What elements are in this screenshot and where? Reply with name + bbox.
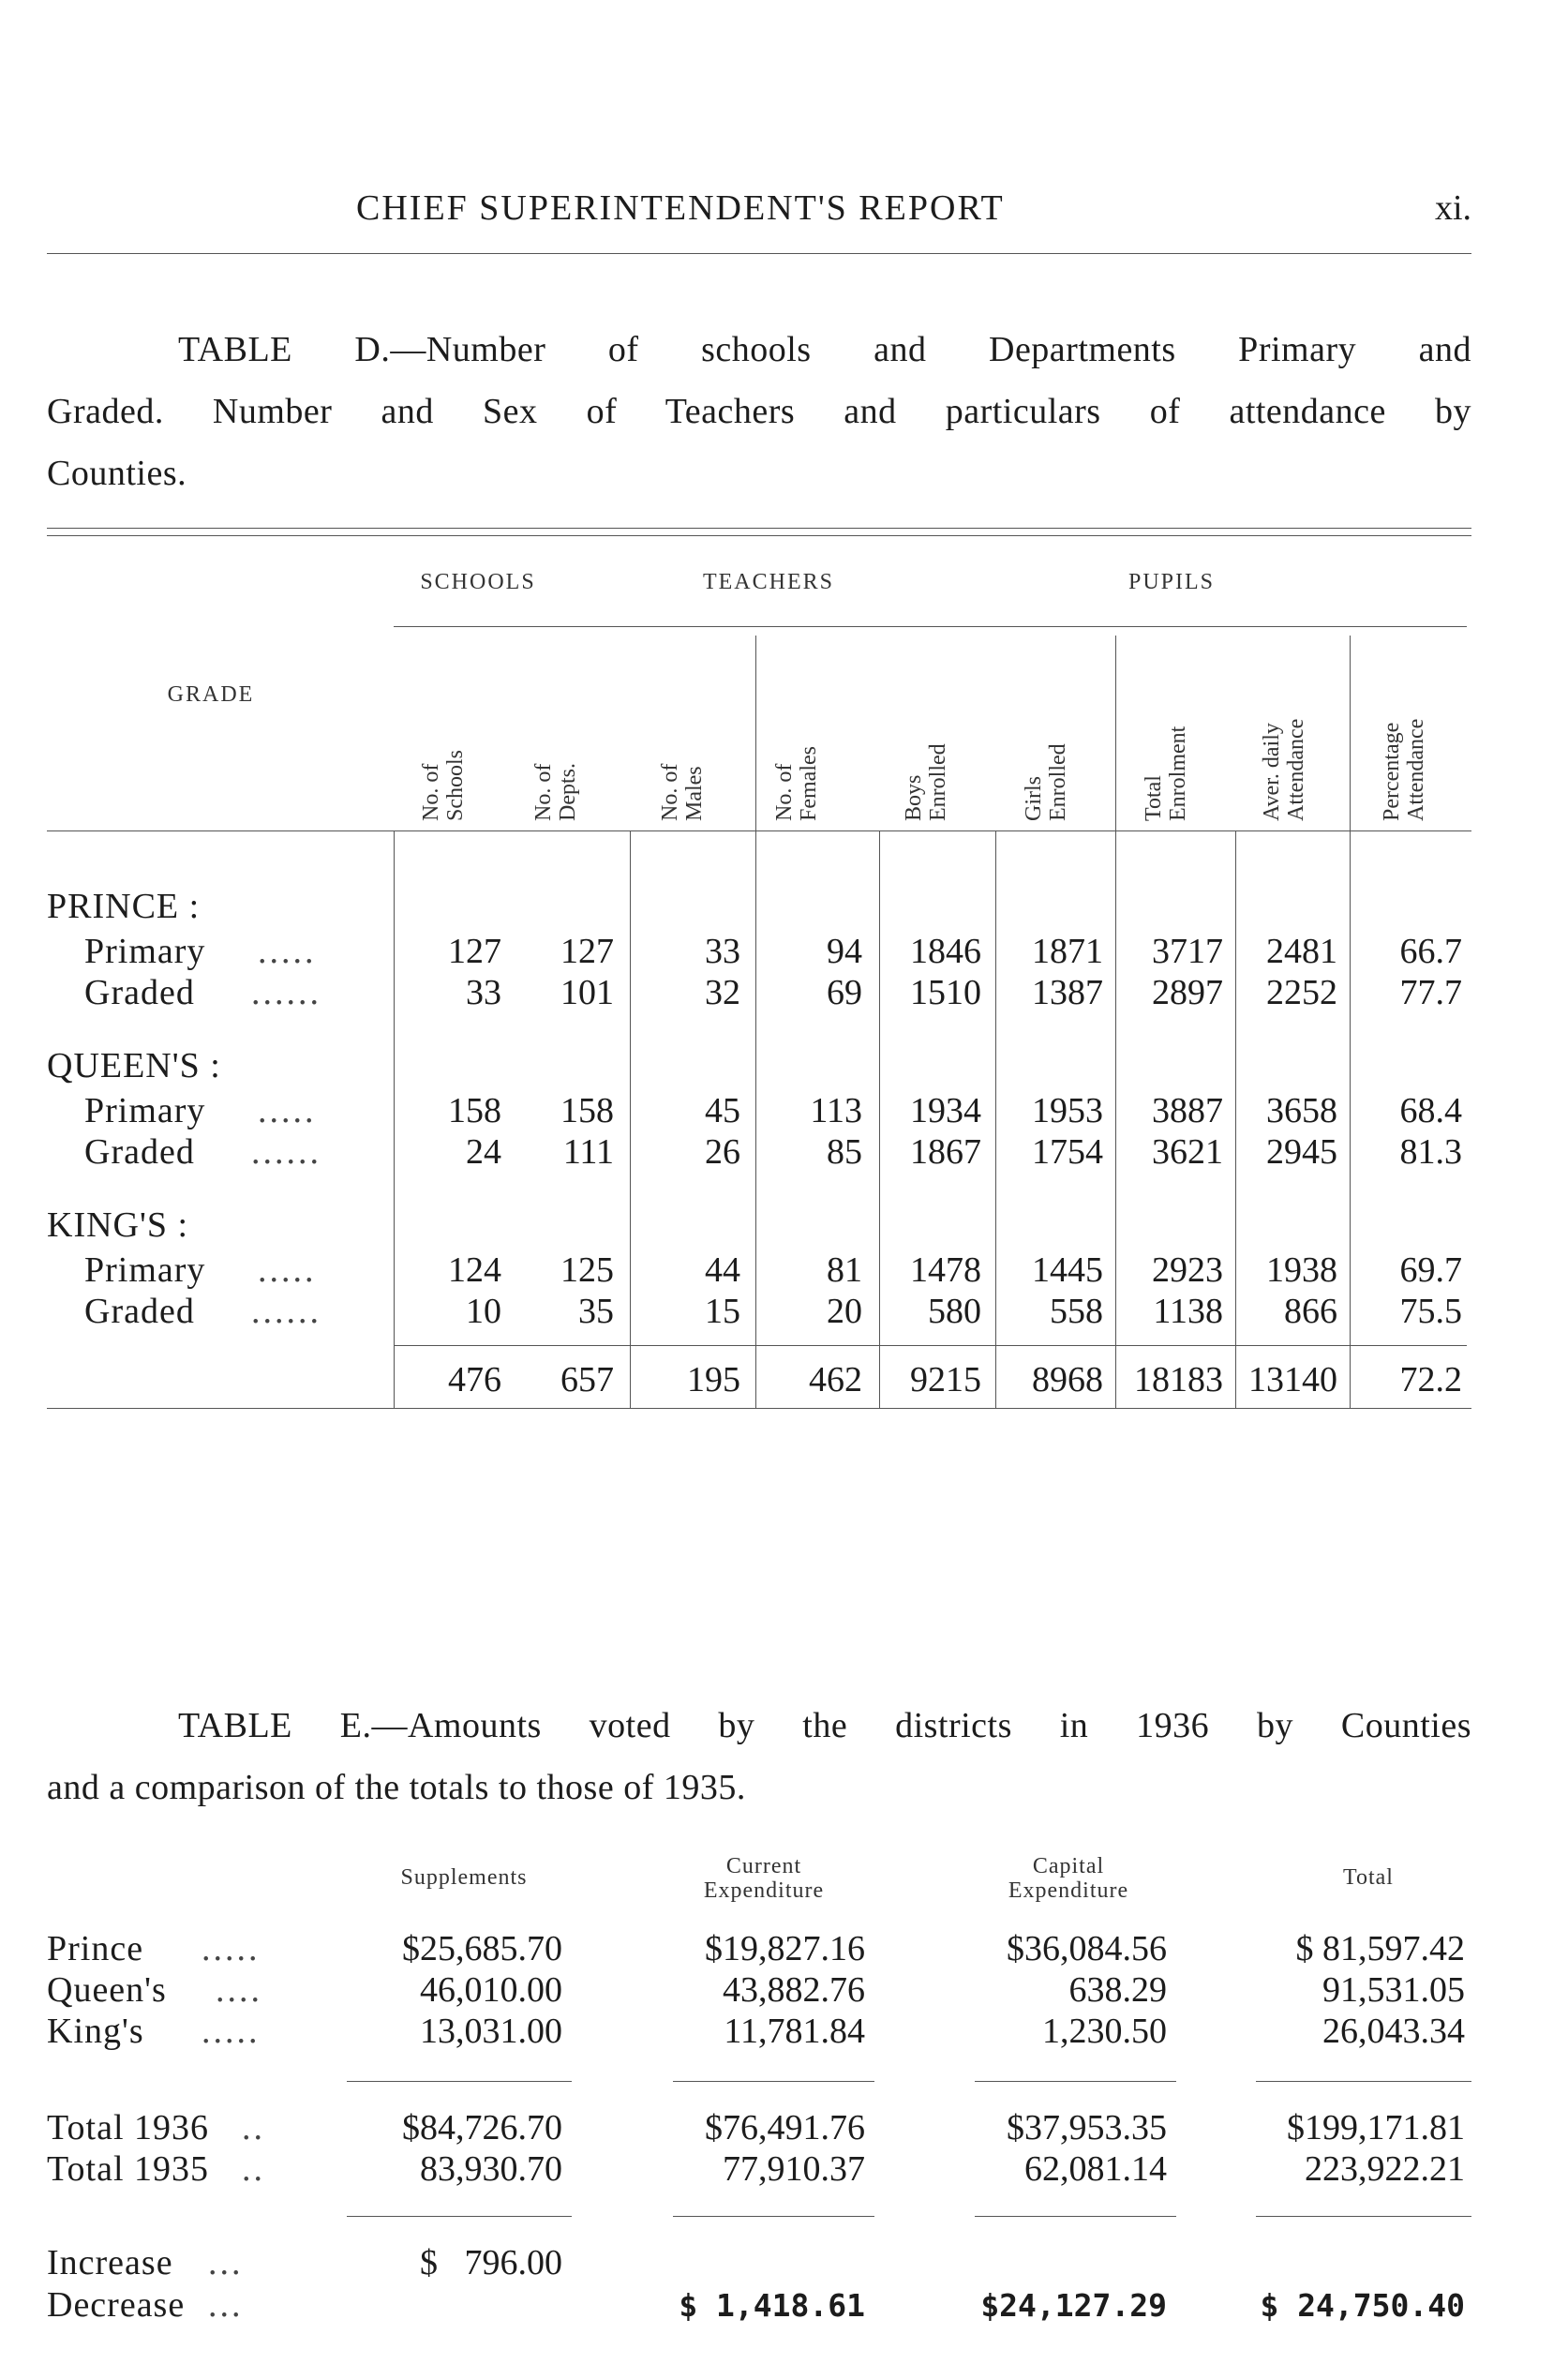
grade-label: Primary: [84, 1091, 206, 1130]
table-cell: 13,031.00: [420, 2012, 562, 2051]
table-cell: 91,531.05: [1322, 1970, 1465, 2010]
table-cell: 1510: [910, 973, 981, 1012]
table-cell: 81.3: [1399, 1132, 1462, 1172]
column-header: Total: [1343, 1865, 1394, 1890]
table-cell: 1387: [1032, 973, 1103, 1012]
county-label: PRINCE :: [47, 887, 201, 926]
table-cell: 94: [827, 932, 862, 971]
column-header: Aver. daily Attendance: [1260, 718, 1308, 821]
table-cell: $36,084.56: [1007, 1929, 1167, 1968]
running-title: CHIEF SUPERINTENDENT'S REPORT: [356, 188, 1005, 228]
table-cell: 26: [705, 1132, 740, 1172]
table-cell: 69.7: [1399, 1250, 1462, 1290]
table-cell: 158: [560, 1091, 614, 1130]
table-cell: $ 81,597.42: [1295, 1929, 1465, 1968]
table-cell: 85: [827, 1132, 862, 1172]
table-cell: 66.7: [1399, 932, 1462, 971]
table-cell: 1138: [1153, 1292, 1223, 1331]
leader-dots: ......: [251, 1132, 321, 1172]
sum-rule: [1256, 2081, 1471, 2082]
column-header: Capital Expenditure: [1008, 1854, 1129, 1903]
table-bottom-rule: [47, 1408, 1471, 1409]
caption-line: Graded. Number and Sex of Teachers and particulars of attendance by: [47, 392, 1471, 431]
table-cell: 866: [1284, 1292, 1337, 1331]
table-cell: 35: [578, 1292, 614, 1331]
grade-label: Primary: [84, 1250, 206, 1290]
table-cell: 638.29: [1068, 1970, 1167, 2010]
table-cell: 44: [705, 1250, 740, 1290]
leader-dots: .....: [258, 1091, 317, 1130]
row-label: Total 1936: [47, 2108, 210, 2147]
table-cell: 26,043.34: [1322, 2012, 1465, 2051]
group-header-teachers: TEACHERS: [702, 570, 834, 594]
header-bottom-rule: [47, 830, 1471, 831]
column-header: Percentage Attendance: [1380, 718, 1428, 821]
leader-dots: .....: [258, 1250, 317, 1290]
group-header-schools: SCHOOLS: [420, 570, 536, 594]
table-cell: 32: [705, 973, 740, 1012]
table-cell: 1478: [910, 1250, 981, 1290]
sum-rule: [673, 2216, 874, 2217]
table-cell: 62,081.14: [1024, 2149, 1167, 2189]
row-label: Total 1935: [47, 2149, 210, 2189]
sum-rule: [673, 2081, 874, 2082]
leader-dots: ...: [208, 2285, 244, 2325]
leader-dots: ..: [242, 2108, 265, 2147]
leader-dots: ....: [216, 1970, 262, 2010]
county-label: QUEEN'S :: [47, 1046, 221, 1085]
sum-rule: [347, 2081, 572, 2082]
table-cell: 3621: [1152, 1132, 1223, 1172]
column-header: Current Expenditure: [703, 1854, 825, 1903]
sum-rule: [1256, 2216, 1471, 2217]
table-cell: 1,230.50: [1042, 2012, 1167, 2051]
row-label: King's: [47, 2012, 144, 2051]
table-cell: $ 24,750.40: [1260, 2287, 1465, 2324]
row-label: Decrease: [47, 2285, 186, 2325]
table-cell: 3887: [1152, 1091, 1223, 1130]
column-header: Supplements: [400, 1865, 528, 1890]
total-cell: 13140: [1248, 1360, 1337, 1399]
table-cell: 1938: [1266, 1250, 1337, 1290]
total-rule: [394, 1345, 1467, 1346]
caption-line: and a comparison of the totals to those of 1935.: [47, 1768, 746, 1807]
grade-label: Graded: [84, 1292, 195, 1331]
leader-dots: ...: [208, 2243, 244, 2282]
table-cell: $25,685.70: [402, 1929, 562, 1968]
table-cell: 124: [448, 1250, 501, 1290]
table-cell: 33: [705, 932, 740, 971]
column-header: No. of Females: [772, 746, 821, 821]
table-top-rule: [47, 535, 1471, 536]
table-cell: 81: [827, 1250, 862, 1290]
table-cell: 77,910.37: [723, 2149, 865, 2189]
table-cell: 2923: [1152, 1250, 1223, 1290]
leader-dots: ......: [251, 973, 321, 1012]
total-cell: 462: [809, 1360, 862, 1399]
header-rule: [47, 253, 1471, 254]
table-cell: $76,491.76: [705, 2108, 865, 2147]
table-cell: $19,827.16: [705, 1929, 865, 1968]
sum-rule: [347, 2216, 572, 2217]
table-cell: 580: [928, 1292, 981, 1331]
sum-rule: [975, 2081, 1176, 2082]
table-cell: 68.4: [1399, 1091, 1462, 1130]
grade-label: Graded: [84, 973, 195, 1012]
table-cell: 1871: [1032, 932, 1103, 971]
table-cell: $ 1,418.61: [679, 2287, 865, 2324]
column-header: Girls Enrolled: [1022, 743, 1070, 821]
leader-dots: .....: [202, 2012, 261, 2051]
grade-column-header: GRADE: [167, 682, 255, 707]
caption-line: Counties.: [47, 454, 187, 493]
grade-label: Primary: [84, 932, 206, 971]
table-cell: 1846: [910, 932, 981, 971]
page-header: [47, 187, 1471, 244]
table-cell: 1953: [1032, 1091, 1103, 1130]
table-cell: $ 796.00: [420, 2243, 562, 2282]
column-header: No. of Schools: [419, 749, 468, 821]
group-header-rule: [394, 626, 1467, 627]
table-cell: 75.5: [1399, 1292, 1462, 1331]
table-cell: $199,171.81: [1287, 2108, 1465, 2147]
table-cell: 11,781.84: [724, 2012, 865, 2051]
table-cell: 2252: [1266, 973, 1337, 1012]
row-label: Prince: [47, 1929, 144, 1968]
table-cell: 2897: [1152, 973, 1223, 1012]
table-cell: 1934: [910, 1091, 981, 1130]
table-cell: 20: [827, 1292, 862, 1331]
column-header: No. of Males: [658, 763, 707, 821]
row-label: Queen's: [47, 1970, 167, 2010]
table-cell: $24,127.29: [980, 2287, 1167, 2324]
leader-dots: ......: [251, 1292, 321, 1331]
leader-dots: ..: [242, 2149, 265, 2189]
table-d-caption: [47, 319, 1471, 504]
table-cell: 69: [827, 973, 862, 1012]
table-cell: 2481: [1266, 932, 1337, 971]
table-cell: 1867: [910, 1132, 981, 1172]
total-cell: 8968: [1032, 1360, 1103, 1399]
table-cell: 77.7: [1399, 973, 1462, 1012]
caption-line: TABLE D.—Number of schools and Departments Primary and: [178, 330, 1471, 369]
table-e-caption: [47, 1695, 1471, 1818]
table-cell: 1754: [1032, 1132, 1103, 1172]
table-cell: 24: [466, 1132, 501, 1172]
total-cell: 18183: [1134, 1360, 1223, 1399]
table-cell: 1445: [1032, 1250, 1103, 1290]
leader-dots: .....: [202, 1929, 261, 1968]
leader-dots: .....: [258, 932, 317, 971]
page-number: xi.: [1434, 188, 1471, 228]
table-cell: 127: [560, 932, 614, 971]
row-label: Increase: [47, 2243, 173, 2282]
table-cell: 125: [560, 1250, 614, 1290]
table-cell: 15: [705, 1292, 740, 1331]
table-cell: 45: [705, 1091, 740, 1130]
table-cell: 111: [562, 1132, 614, 1172]
column-header: Boys Enrolled: [902, 743, 950, 821]
table-top-rule: [47, 528, 1471, 529]
grade-label: Graded: [84, 1132, 195, 1172]
total-cell: 9215: [910, 1360, 981, 1399]
total-cell: 476: [448, 1360, 501, 1399]
table-cell: 3717: [1152, 932, 1223, 971]
sum-rule: [975, 2216, 1176, 2217]
table-cell: 558: [1050, 1292, 1103, 1331]
table-cell: 113: [810, 1091, 862, 1130]
table-cell: $84,726.70: [402, 2108, 562, 2147]
table-cell: 33: [466, 973, 501, 1012]
table-cell: 2945: [1266, 1132, 1337, 1172]
table-cell: 10: [466, 1292, 501, 1331]
table-cell: 83,930.70: [420, 2149, 562, 2189]
table-cell: 46,010.00: [420, 1970, 562, 2010]
group-header-pupils: PUPILS: [1127, 570, 1216, 594]
table-cell: 3658: [1266, 1091, 1337, 1130]
caption-line: TABLE E.—Amounts voted by the districts in 1936 by Counties: [178, 1706, 1471, 1745]
total-cell: 72.2: [1399, 1360, 1462, 1399]
table-cell: 223,922.21: [1305, 2149, 1465, 2189]
table-cell: 101: [560, 973, 614, 1012]
column-header: No. of Depts.: [531, 763, 580, 821]
county-label: KING'S :: [47, 1205, 189, 1245]
column-header: Total Enrolment: [1142, 726, 1190, 821]
total-cell: 195: [687, 1360, 740, 1399]
table-cell: 43,882.76: [723, 1970, 865, 2010]
table-cell: 158: [448, 1091, 501, 1130]
table-cell: $37,953.35: [1007, 2108, 1167, 2147]
total-cell: 657: [560, 1360, 614, 1399]
table-cell: 127: [448, 932, 501, 971]
